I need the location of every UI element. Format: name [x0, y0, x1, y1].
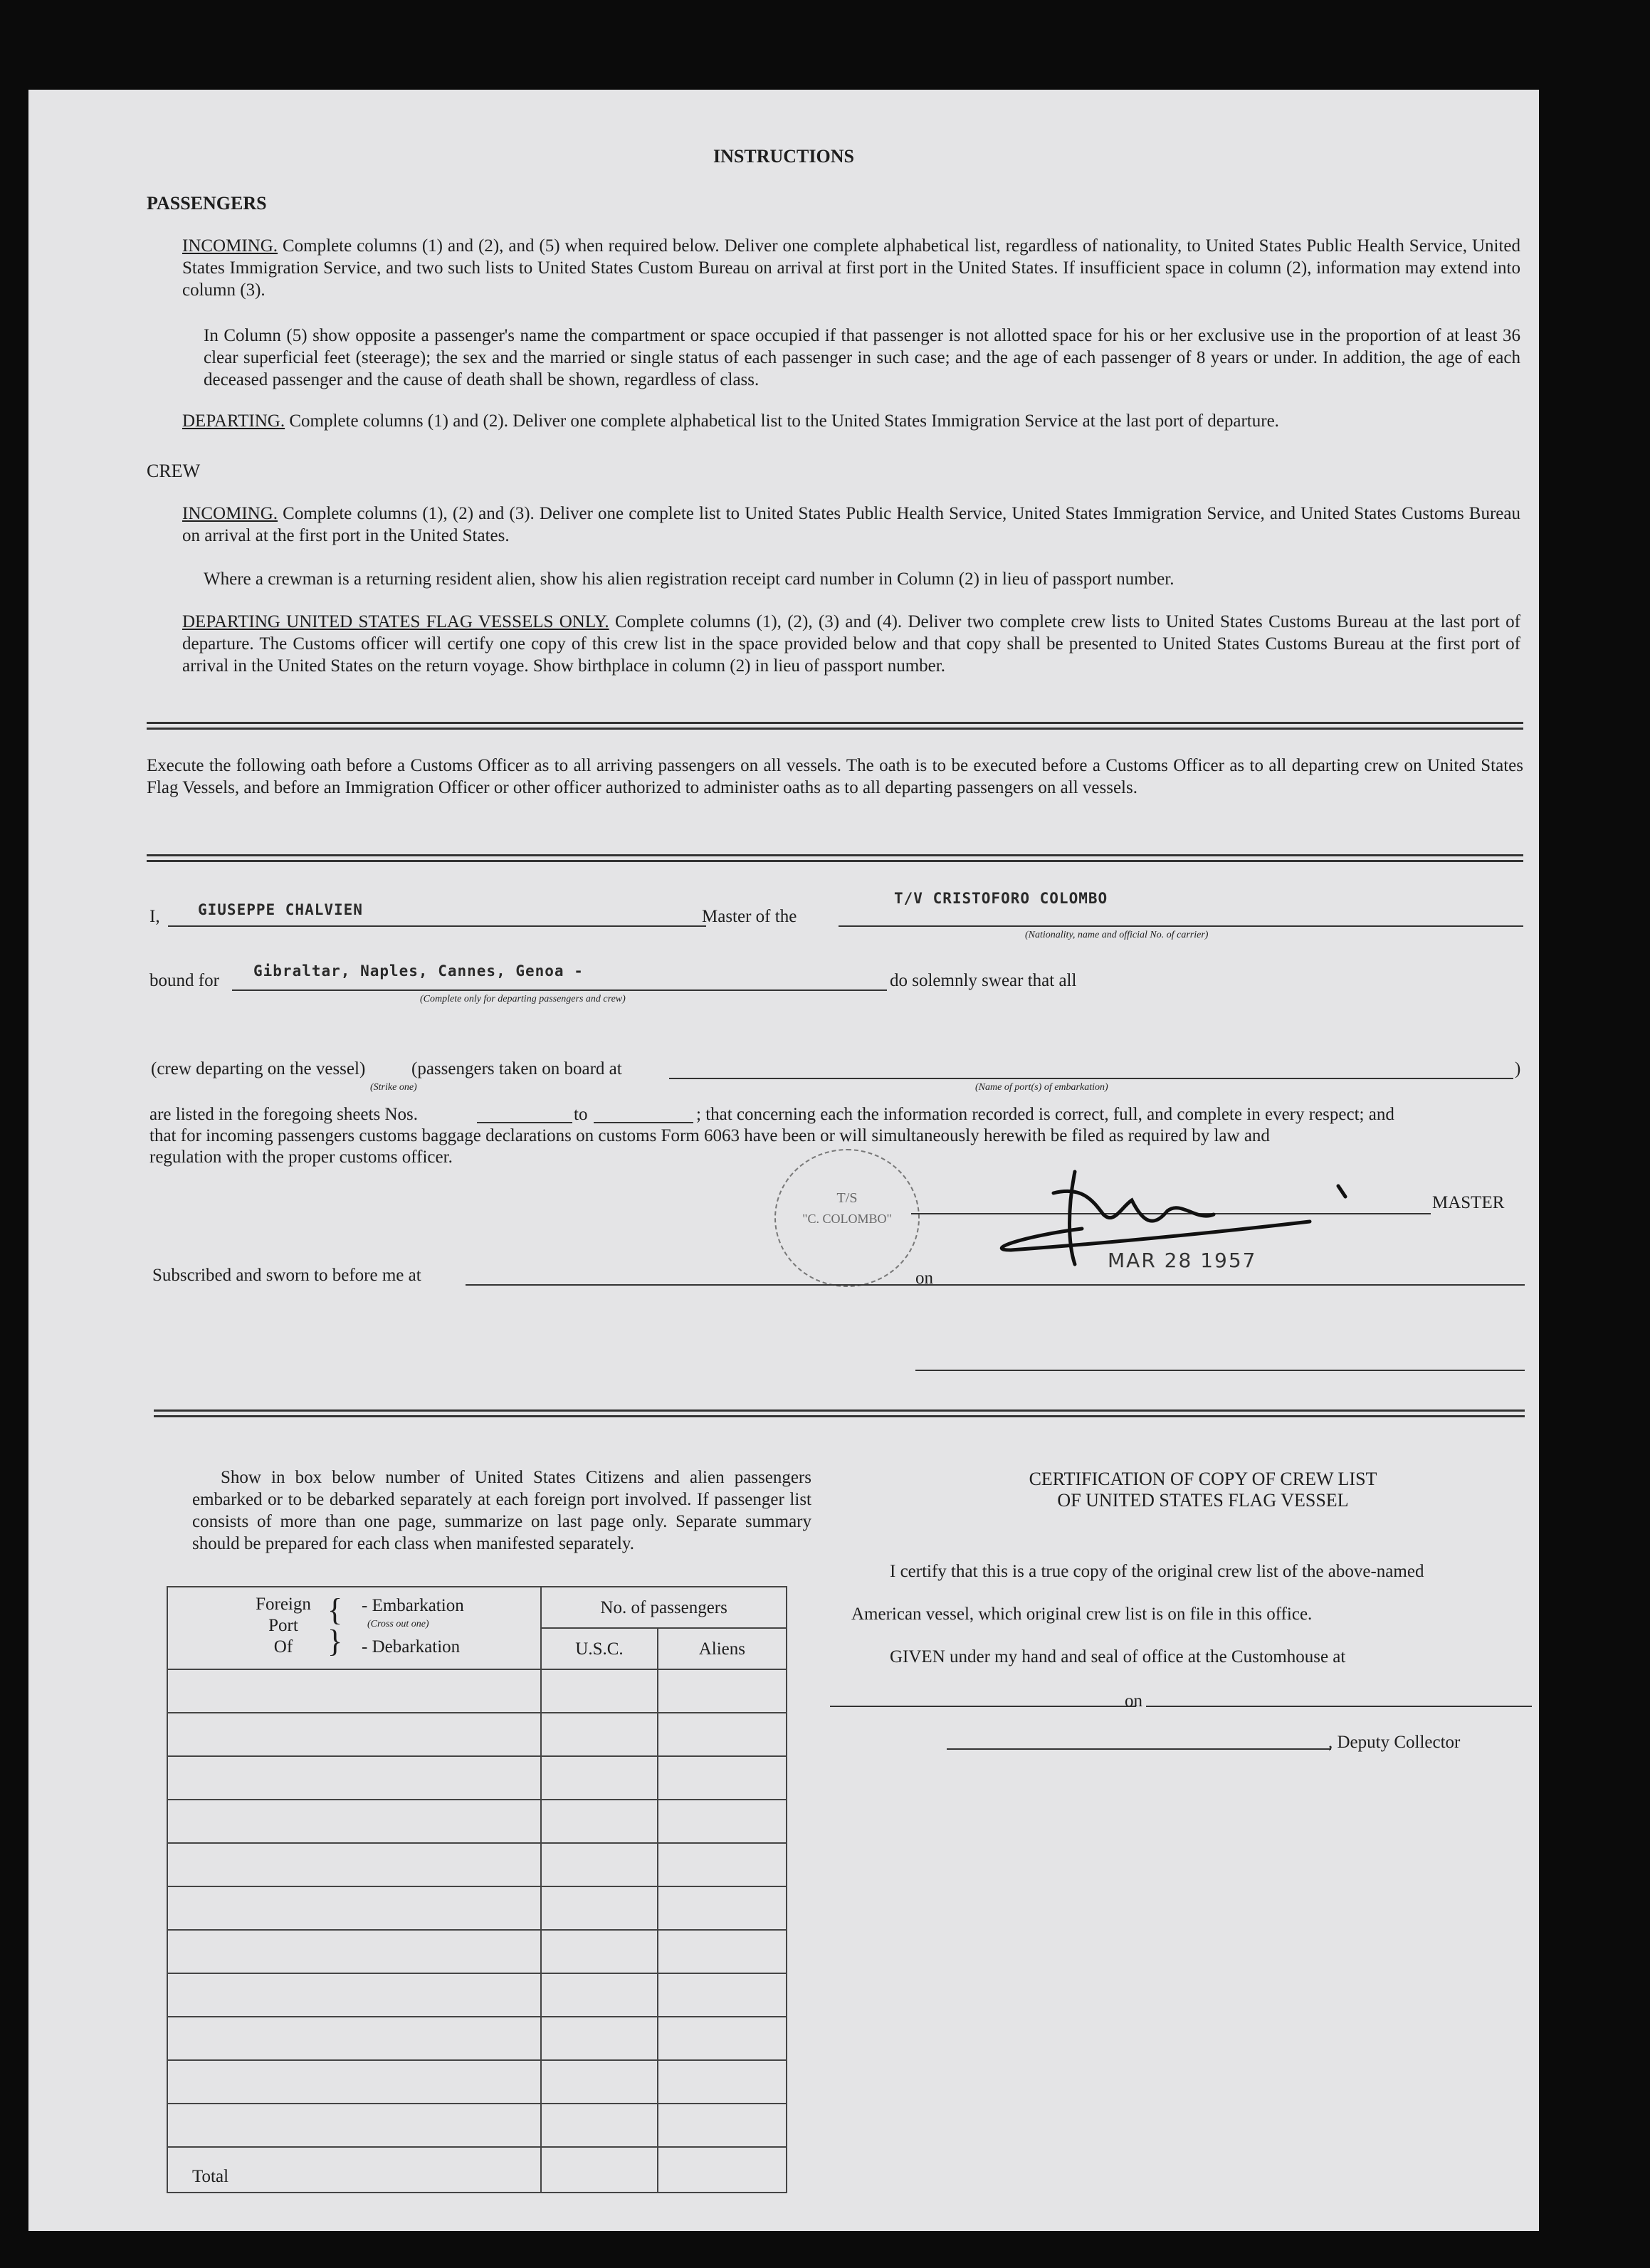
divider — [147, 854, 1523, 856]
certification-heading-1: CERTIFICATION OF COPY OF CREW LIST — [1029, 1469, 1377, 1489]
departing-flag-label: DEPARTING UNITED STATES FLAG VESSELS ONLY. — [182, 612, 609, 631]
subscribed-label: Subscribed and sworn to before me at — [152, 1266, 421, 1285]
passengers-incoming-text: INCOMING. Complete columns (1) and (2), and (5) when required below. Deliver one complete alphabetical list, regardless of nationality, to United States Public Health Service, United States Immigration Service, and two such lists to United States Custom Bureau on arrival at first port in the United States. If insufficient space in column (2), information may extend into column (3). — [182, 236, 1521, 300]
sheet-to-line[interactable] — [594, 1122, 693, 1123]
ports-caption: (Name of port(s) of embarkation) — [975, 1082, 1108, 1093]
sheet-from-line[interactable] — [477, 1122, 572, 1123]
destinations-line — [232, 989, 887, 991]
listed-text-2: that for incoming passengers customs baggage declarations on customs Form 6063 have been or will simultaneously herewith be filed as required by law and — [149, 1126, 1270, 1145]
bound-label: bound for — [149, 971, 219, 990]
aliens-header: Aliens — [658, 1628, 787, 1669]
usc-cell[interactable] — [541, 2104, 657, 2147]
certification-heading-2: OF UNITED STATES FLAG VESSEL — [1057, 1490, 1349, 1511]
usc-cell[interactable] — [541, 1886, 657, 1930]
port-cell[interactable] — [167, 1930, 541, 1973]
subscribed-date-line[interactable] — [942, 1284, 1525, 1286]
usc-header: U.S.C. — [541, 1628, 657, 1669]
port-cell[interactable] — [167, 1713, 541, 1756]
passengers-departing-label: DEPARTING. — [182, 411, 285, 431]
to-label: to — [574, 1105, 588, 1124]
divider — [154, 1415, 1525, 1417]
summary-instructions: Show in box below number of United States Citizens and alien passengers embarked or to be debarked separately at each foreign port involved. If passenger list consists of more than one page, summarize on last page only. Separate summary should be prepared for each class when manifested separately. — [192, 1468, 811, 1553]
usc-cell[interactable] — [541, 2017, 657, 2060]
listed-text: ; that concerning each the information recorded is correct, full, and complete in every respect; and — [696, 1105, 1394, 1124]
customhouse-date-line[interactable] — [1146, 1706, 1532, 1707]
port-header-cell — [167, 1587, 541, 1669]
vessel-caption: (Nationality, name and official No. of carrier) — [1025, 930, 1209, 940]
no-passengers-header: No. of passengers — [541, 1587, 787, 1628]
crew-incoming-text: INCOMING. Complete columns (1), (2) and (3). Deliver one complete list to United States Public Health Service, United States Immigration Service, and United States Customs Bureau on arrival at the first port in the United States. — [182, 504, 1520, 545]
passengers-incoming-label: INCOMING. — [182, 236, 278, 256]
header-of: Of — [273, 1637, 293, 1657]
port-cell[interactable] — [167, 1886, 541, 1930]
port-cell[interactable] — [167, 2104, 541, 2147]
subscribed-place-line[interactable] — [466, 1284, 942, 1286]
departing-flag-text: DEPARTING UNITED STATES FLAG VESSELS ONLY. Complete columns (1), (2), (3) and (4). Deliver two complete crew lists to United States Customs Bureau at the last port of departure. The Customs officer will certify one copy of this crew list in the space provided below and that copy shall be presented to United States Customs Bureau at the first port of arrival in the United States on the return voyage. Show birthplace in column (2) in lieu of passport number. — [182, 612, 1520, 676]
usc-cell[interactable] — [541, 1756, 657, 1800]
usc-cell[interactable] — [541, 1800, 657, 1843]
column5-text: In Column (5) show opposite a passenger's name the compartment or space occupied if that passenger is not allotted space for his or her exclusive use in the proportion of at least 36 clear superficial feet (steerage); the sex and the married or single status of each passenger in such case; and the age of each passenger of 8 years or under. In addition, the age of each deceased passenger and the cause of death shall be shown, regardless of class. — [204, 326, 1520, 389]
aliens-cell[interactable] — [658, 1843, 787, 1886]
aliens-cell[interactable] — [658, 1669, 787, 1713]
master-name[interactable]: GIUSEPPE CHALVIEN — [198, 901, 363, 918]
header-port: Port — [268, 1616, 298, 1635]
certification-line-3: GIVEN under my hand and seal of office at the Customhouse at — [890, 1647, 1346, 1666]
vessel-line — [839, 925, 1523, 927]
master-name-line — [168, 925, 706, 927]
divider — [147, 860, 1523, 862]
crewman-text: Where a crewman is a returning resident alien, show his alien registration receipt card number in Column (2) in lieu of passport number. — [204, 569, 1175, 589]
port-cell[interactable] — [167, 1800, 541, 1843]
total-label: Total — [167, 2147, 541, 2193]
master-of-label: Master of the — [702, 907, 797, 926]
embarkation-ports-line[interactable] — [669, 1078, 1513, 1079]
cross-out-caption: (Cross out one) — [367, 1619, 429, 1629]
usc-cell[interactable] — [541, 1973, 657, 2017]
subscribed-on-label: on — [915, 1269, 933, 1288]
divider — [147, 728, 1523, 730]
header-foreign: Foreign — [256, 1595, 311, 1614]
aliens-cell[interactable] — [658, 2060, 787, 2104]
crew-heading: CREW — [147, 461, 201, 481]
port-cell[interactable] — [167, 1843, 541, 1886]
deputy-collector-label: , Deputy Collector — [1328, 1733, 1461, 1752]
aliens-cell[interactable] — [658, 1713, 787, 1756]
divider — [154, 1409, 1525, 1412]
passengers-departing-text: DEPARTING. Complete columns (1) and (2). Deliver one complete alphabetical list to the United States Immigration Service at the last port of departure. — [182, 411, 1279, 431]
brace: { — [327, 1592, 343, 1627]
passenger-summary-table — [167, 1586, 787, 2193]
usc-cell[interactable] — [541, 1843, 657, 1886]
bound-caption: (Complete only for departing passengers and crew) — [420, 994, 626, 1004]
listed-text-3: regulation with the proper customs officer. — [149, 1148, 453, 1167]
aliens-cell[interactable] — [658, 2017, 787, 2060]
aliens-cell[interactable] — [658, 2104, 787, 2147]
vessel-name[interactable]: T/V CRISTOFORO COLOMBO — [894, 890, 1108, 907]
deputy-collector-line[interactable] — [947, 1748, 1331, 1750]
certification-on-label: on — [1125, 1691, 1142, 1711]
close-paren: ) — [1515, 1059, 1521, 1078]
embarkation-label: - Embarkation — [362, 1596, 464, 1615]
page-title: INSTRUCTIONS — [713, 146, 854, 167]
brace: } — [327, 1624, 343, 1659]
crew-incoming-label: INCOMING. — [182, 504, 278, 523]
port-cell[interactable] — [167, 2060, 541, 2104]
aliens-cell[interactable] — [658, 1756, 787, 1800]
customhouse-place-line[interactable] — [830, 1706, 1136, 1707]
ship-seal-stamp: T/S "C. COLOMBO" — [774, 1149, 920, 1287]
divider — [147, 722, 1523, 724]
port-cell[interactable] — [167, 1973, 541, 2017]
listed-label: are listed in the foregoing sheets Nos. — [149, 1105, 418, 1124]
destinations[interactable]: Gibraltar, Naples, Cannes, Genoa - — [253, 962, 584, 980]
officer-signature-line[interactable] — [915, 1370, 1525, 1371]
crew-departing-option: (crew departing on the vessel) — [151, 1059, 366, 1078]
document-page — [28, 90, 1539, 2231]
aliens-cell[interactable] — [658, 1800, 787, 1843]
oath-intro: Execute the following oath before a Customs Officer as to all arriving passengers on all vessels. The oath is to be executed before a Customs Officer as to all departing crew on United States Flag Vessels, and before an Immigration Officer or other officer authorized to administer oaths as to all departing passengers on all vessels. — [147, 756, 1523, 797]
oath-i-label: I, — [149, 907, 160, 926]
certification-line-1: I certify that this is a true copy of the original crew list of the above-named — [890, 1562, 1424, 1581]
swear-text: do solemnly swear that all — [890, 971, 1077, 990]
master-label: MASTER — [1432, 1193, 1505, 1212]
usc-cell[interactable] — [541, 1669, 657, 1713]
usc-cell[interactable] — [541, 2060, 657, 2104]
port-cell[interactable] — [167, 1756, 541, 1800]
aliens-cell[interactable] — [658, 1973, 787, 2017]
aliens-total-cell[interactable] — [658, 2147, 787, 2193]
passengers-taken-option: (passengers taken on board at — [411, 1059, 622, 1078]
date-stamp: MAR 28 1957 — [1108, 1249, 1257, 1272]
debarkation-label: - Debarkation — [362, 1637, 461, 1657]
passengers-heading: PASSENGERS — [147, 193, 267, 214]
port-cell[interactable] — [167, 1669, 541, 1713]
usc-cell[interactable] — [541, 1930, 657, 1973]
aliens-cell[interactable] — [658, 1930, 787, 1973]
strike-caption: (Strike one) — [370, 1082, 417, 1093]
usc-total-cell[interactable] — [541, 2147, 657, 2193]
certification-line-2: American vessel, which original crew list is on file in this office. — [851, 1605, 1313, 1624]
usc-cell[interactable] — [541, 1713, 657, 1756]
port-cell[interactable] — [167, 2017, 541, 2060]
aliens-cell[interactable] — [658, 1886, 787, 1930]
